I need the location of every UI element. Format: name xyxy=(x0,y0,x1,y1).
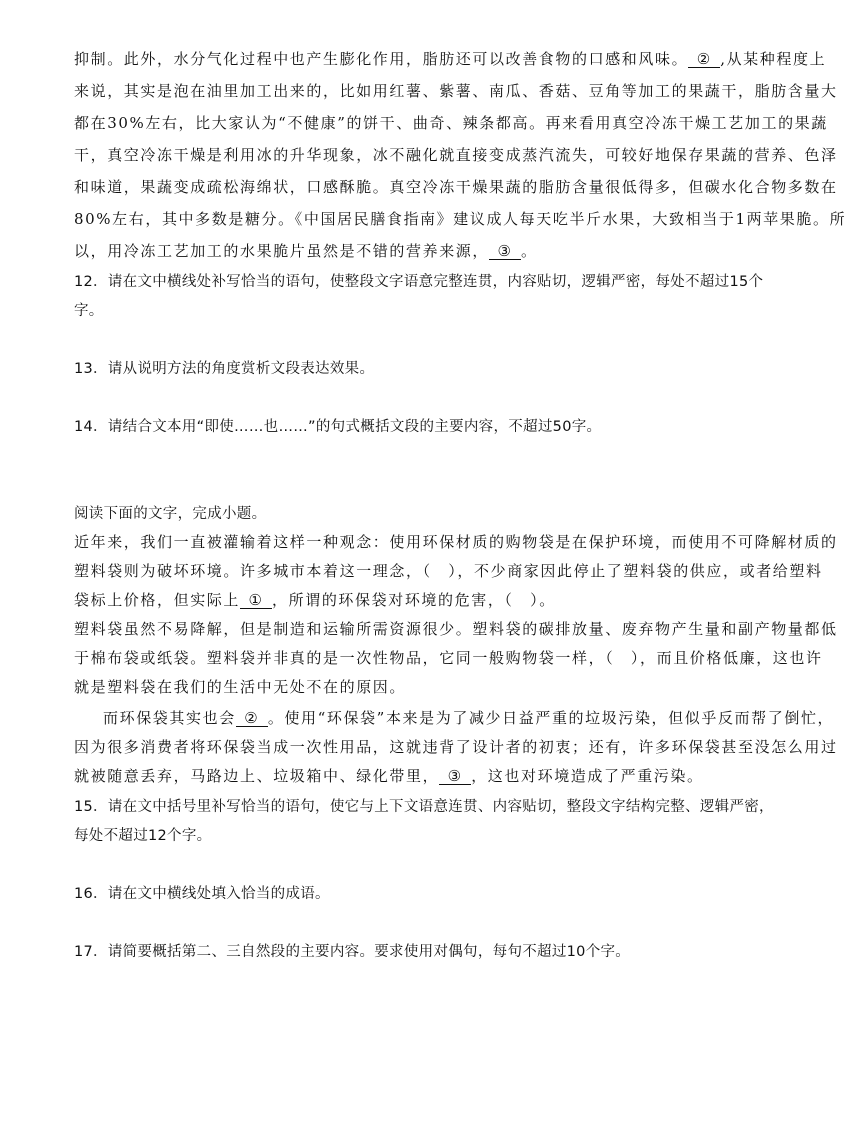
passage1-line-3: 都在30%左右，比大家认为“不健康”的饼干、曲奇、辣条都高。再来看用真空冷冻干燥工艺加工的果蔬 xyxy=(74,114,828,132)
text-segment: ，这也对环境造成了严重污染。 xyxy=(471,767,704,785)
passage1-line-6: 80%左右，其中多数是糖分。《中国居民膳食指南》建议成人每天吃半斤水果，大致相当于1两苹果脆。所 xyxy=(74,210,846,228)
text-segment: ,从某种程度上 xyxy=(720,50,827,68)
question-14: 14．请结合文本用“即使……也……”的句式概括文段的主要内容，不超过50字。 xyxy=(74,419,602,435)
passage1-line-1 xyxy=(74,49,827,69)
passage1-line-4: 干，真空冷冻干燥是利用冰的升华现象，冰不融化就直接变成蒸汽流失，可较好地保存果蔬的营养、色泽 xyxy=(74,146,838,164)
text-segment: 袋标上价格，但实际上 xyxy=(74,591,241,609)
blank-2: ② xyxy=(688,51,720,68)
section2-line-3 xyxy=(74,590,734,610)
text-segment: 。 xyxy=(521,242,538,260)
section2-line-2: 塑料袋则为破坏环境。许多城市本着这一理念，（ ），不少商家因此停止了塑料袋的供应，或者给塑料 xyxy=(74,562,823,580)
section2-line-8: 因为很多消费者将环保袋当成一次性用品，这就违背了设计者的初衷；还有，许多环保袋甚至没怎么用过 xyxy=(74,738,838,756)
question-12-line-1: 12．请在文中横线处补写恰当的语句，使整段文字语意完整连贯，内容贴切，逻辑严密，每处不超过15个 xyxy=(74,274,764,290)
section2-line-9 xyxy=(74,766,734,786)
section2-line-7 xyxy=(103,708,835,728)
question-12-line-2: 字。 xyxy=(74,303,104,319)
passage1-line-7 xyxy=(74,241,734,261)
section2-line-4: 塑料袋虽然不易降解，但是制造和运输所需资源很少。塑料袋的碳排放量、废弃物产生量和副产物量都低 xyxy=(74,620,838,638)
question-15-line-1: 15．请在文中括号里补写恰当的语句，使它与上下文语意连贯、内容贴切，整段文字结构完整、逻辑严密， xyxy=(74,799,774,815)
question-13: 13．请从说明方法的角度赏析文段表达效果。 xyxy=(74,361,375,377)
text-segment: 。使用“环保袋”本来是为了减少日益严重的垃圾污染，但似乎反而帮了倒忙， xyxy=(267,709,835,727)
question-16: 16．请在文中横线处填入恰当的成语。 xyxy=(74,886,330,902)
section2-line-5: 于棉布袋或纸袋。塑料袋并非真的是一次性物品，它同一般购物袋一样，（ ），而且价格低廉，这也许 xyxy=(74,649,823,667)
text-segment: 以，用冷冻工艺加工的水果脆片虽然是不错的营养来源， xyxy=(74,242,490,260)
blank-3: ③ xyxy=(439,768,471,785)
text-segment: ，所谓的环保袋对环境的危害，（ ）。 xyxy=(272,591,556,609)
question-15-line-2: 每处不超过12个字。 xyxy=(74,828,212,844)
blank-3: ③ xyxy=(489,243,521,260)
text-segment: 就被随意丢弃，马路边上、垃圾箱中、绿化带里， xyxy=(74,767,440,785)
blank-1: ① xyxy=(240,592,272,609)
passage1-line-5: 和味道，果蔬变成疏松海绵状，口感酥脆。真空冷冻干燥果蔬的脂肪含量很低得多，但碳水化合物多数在 xyxy=(74,178,838,196)
section2-line-6: 就是塑料袋在我们的生活中无处不在的原因。 xyxy=(74,678,407,696)
question-17: 17．请简要概括第二、三自然段的主要内容。要求使用对偶句，每句不超过10个字。 xyxy=(74,944,631,960)
section2-line-1: 近年来，我们一直被灌输着这样一种观念：使用环保材质的购物袋是在保护环境，而使用不可降解材质的 xyxy=(74,533,838,551)
section2-intro: 阅读下面的文字，完成小题。 xyxy=(74,506,267,522)
text-segment: 抑制。此外，水分气化过程中也产生膨化作用，脂肪还可以改善食物的口感和风味。 xyxy=(74,50,689,68)
text-segment: 而环保袋其实也会 xyxy=(103,709,236,727)
blank-2: ② xyxy=(236,710,268,727)
passage1-line-2: 来说，其实是泡在油里加工出来的，比如用红薯、紫薯、南瓜、香菇、豆角等加工的果蔬干，脂肪含量大 xyxy=(74,82,838,100)
